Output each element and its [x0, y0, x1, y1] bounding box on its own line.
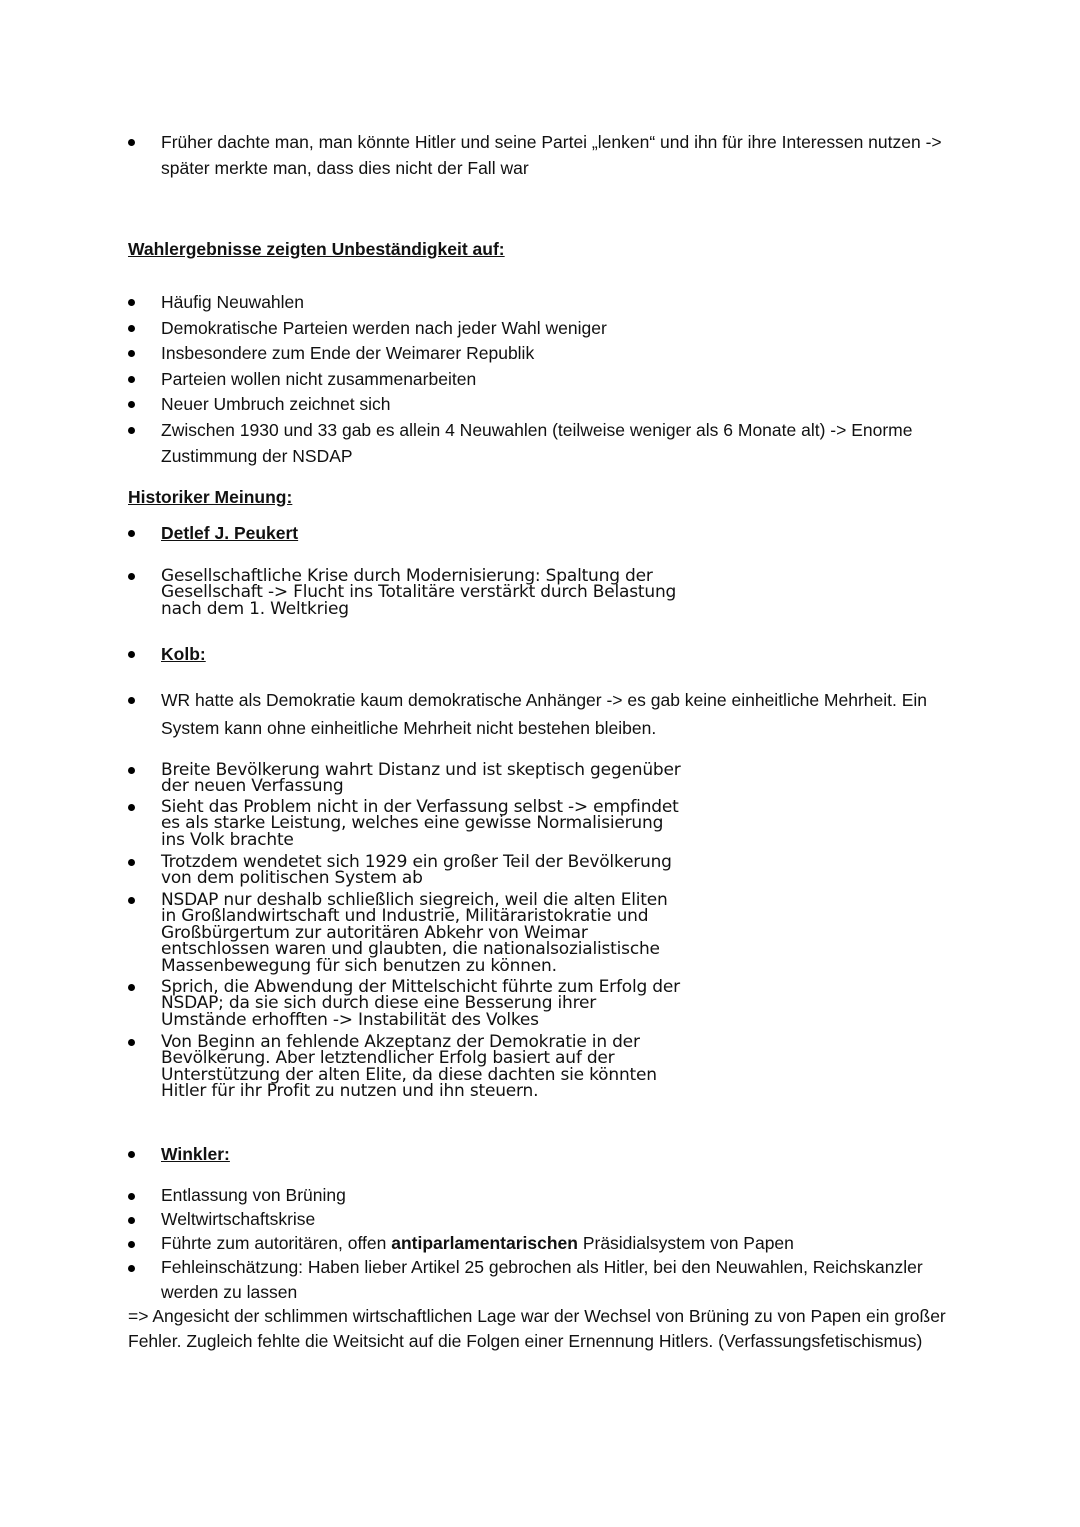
list-item: NSDAP nur deshalb schließlich siegreich, weil die alten Eliten in Großlandwirtschaft und Industrie, Militäraristokratie und Großbürgertum zur autoritären Abkehr von Weimar entschlossen waren und glaubten, die nationalsozialistische Massenbewegung für sich benutzen zu können.: [128, 892, 688, 974]
bullet-dot: [128, 1151, 135, 1158]
list-item: Sieht das Problem nicht in der Verfassung selbst -> empfindet es als starke Leistung, welches eine gewisse Normalisierung ins Volk brachte: [128, 799, 688, 848]
historian-winkler: Winkler:: [128, 1141, 958, 1167]
bullet-dot: [128, 376, 135, 383]
intro-bullet: [128, 129, 958, 181]
bullet-dot: [128, 427, 135, 434]
bullet-dot: [128, 1217, 135, 1224]
bullet-dot: [128, 1265, 135, 1272]
bold-term: antiparlamentarischen: [391, 1233, 578, 1253]
bullet-dot: [128, 139, 135, 146]
bullet-dot: [128, 530, 135, 537]
bullet-dot: [128, 697, 135, 704]
bullet-dot: [128, 573, 135, 580]
list-item: Breite Bevölkerung wahrt Distanz und ist skeptisch gegenüber der neuen Verfassung: [128, 762, 688, 795]
bullet-dot: [128, 401, 135, 408]
list-item: Demokratische Parteien werden nach jeder Wahl weniger: [128, 315, 958, 341]
conclusion-paragraph: => Angesicht der schlimmen wirtschaftlichen Lage war der Wechsel von Brüning zu von Papen ein großer Fehler. Zugleich fehlte die Weitsicht auf die Folgen einer Ernennung Hitlers. (Verfassungsfetischismus): [128, 1306, 946, 1351]
bullet-dot: [128, 299, 135, 306]
list-item: Neuer Umbruch zeichnet sich: [128, 391, 958, 417]
section-heading-wahlergebnisse: Wahlergebnisse zeigten Unbeständigkeit auf:: [128, 239, 505, 259]
list-item: Entlassung von Brüning: [128, 1183, 958, 1208]
list-item: Von Beginn an fehlende Akzeptanz der Demokratie in der Bevölkerung. Aber letztendlicher Erfolg basiert auf der Unterstützung der alten Elite, da diese dachten sie könnten Hitler für ihr Profit zu nutzen und ihn steuern.: [128, 1034, 688, 1100]
list-item: Fehleinschätzung: Haben lieber Artikel 25 gebrochen als Hitler, bei den Neuwahlen, Reichskanzler werden zu lassen: [128, 1255, 958, 1304]
section-heading-historiker: Historiker Meinung:: [128, 487, 293, 507]
list-item: Trotzdem wendetet sich 1929 ein großer Teil der Bevölkerung von dem politischen System ab: [128, 854, 688, 887]
bullet-dot: [128, 804, 135, 811]
list-item: Insbesondere zum Ende der Weimarer Republik: [128, 340, 958, 366]
list-item: Zwischen 1930 und 33 gab es allein 4 Neuwahlen (teilweise weniger als 6 Monate alt) -> Enorme Zustimmung der NSDAP: [128, 417, 958, 469]
list-item: Parteien wollen nicht zusammenarbeiten: [128, 366, 958, 392]
list-item: Führte zum autoritären, offen antiparlamentarischen Präsidialsystem von Papen: [128, 1231, 958, 1256]
bullet-dot: [128, 325, 135, 332]
bullet-dot: [128, 859, 135, 866]
intro-text: Früher dachte man, man könnte Hitler und seine Partei „lenken“ und ihn für ihre Interessen nutzen -> später merkte man, dass dies nicht der Fall war: [161, 132, 942, 178]
list-item: Sprich, die Abwendung der Mittelschicht führte zum Erfolg der NSDAP; da sie sich durch diese eine Besserung ihrer Umstände erhofften -> Instabilität des Volkes: [128, 979, 688, 1028]
bullet-dot: [128, 350, 135, 357]
bullet-dot: [128, 1193, 135, 1200]
bullet-dot: [128, 1039, 135, 1046]
historian-kolb: Kolb:: [128, 641, 958, 667]
bullet-dot: [128, 984, 135, 991]
bullet-dot: [128, 651, 135, 658]
bullet-dot: [128, 897, 135, 904]
historian-peukert: Detlef J. Peukert: [128, 520, 958, 546]
list-item: WR hatte als Demokratie kaum demokratische Anhänger -> es gab keine einheitliche Mehrheit. Ein System kann ohne einheitliche Mehrheit nicht bestehen bleiben.: [128, 686, 958, 742]
list-item: Häufig Neuwahlen: [128, 289, 958, 315]
list-item: Gesellschaftliche Krise durch Modernisierung: Spaltung der Gesellschaft -> Flucht ins Totalitäre verstärkt durch Belastung nach dem 1. Weltkrieg: [128, 568, 688, 617]
bullet-dot: [128, 1241, 135, 1248]
list-item: Weltwirtschaftskrise: [128, 1207, 958, 1232]
bullet-dot: [128, 767, 135, 774]
